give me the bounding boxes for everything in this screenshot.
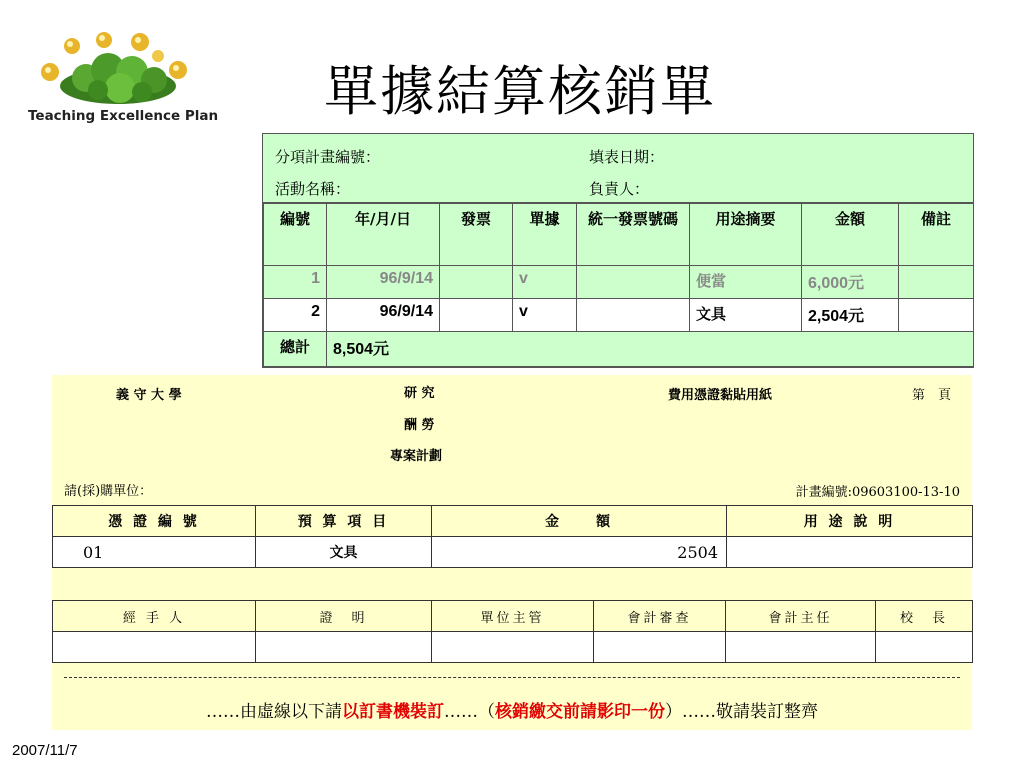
purchase-unit-label: 請(採)購單位：: [64, 484, 153, 499]
column-header: 備註: [899, 204, 974, 266]
usage-description: [727, 537, 973, 568]
voucher-form: [52, 375, 972, 730]
remuneration-label: 酬 勞: [404, 418, 435, 433]
signature-row: [53, 632, 973, 663]
row-uniform-invoice-no: [577, 299, 690, 332]
row-uniform-invoice-no: [577, 266, 690, 299]
row-invoice: [440, 266, 513, 299]
column-header: 用 途 說 明: [727, 506, 973, 537]
column-header: 證 明: [256, 601, 432, 632]
page-label: 第 頁: [912, 388, 952, 403]
voucher-detail-table: [52, 505, 973, 568]
column-header: 校 長: [876, 601, 973, 632]
summary-detail-table: [263, 203, 974, 367]
table-row: [264, 299, 974, 332]
row-number: 2: [264, 299, 327, 332]
note-middle: ……（: [444, 702, 495, 722]
university-name: 義 守 大 學: [116, 388, 182, 403]
column-header: 發票: [440, 204, 513, 266]
teaching-excellence-logo: [28, 26, 219, 130]
research-label: 研 究: [404, 386, 435, 401]
binding-instruction: [52, 697, 972, 722]
column-header: 預 算 項 目: [256, 506, 432, 537]
activity-name-label: 活動名稱：: [275, 180, 351, 198]
note-copy-instruction: 核銷繳交前請影印一份: [495, 702, 665, 722]
signature-cell: [726, 632, 876, 663]
project-label: 專案計劃: [390, 449, 443, 464]
table-row: [53, 537, 973, 568]
slide-date: 2007/11/7: [12, 742, 78, 759]
row-date: 96/9/14: [327, 266, 440, 299]
note-staple-instruction: 以訂書機裝訂: [342, 702, 444, 722]
row-purpose: 文具: [690, 299, 802, 332]
row-note: [899, 266, 974, 299]
note-suffix: ）……敬請裝訂整齊: [665, 702, 818, 722]
signature-cell: [432, 632, 594, 663]
column-header: 會計審查: [594, 601, 726, 632]
column-header: 單據: [513, 204, 577, 266]
column-header: 金額: [802, 204, 899, 266]
signature-cell: [256, 632, 432, 663]
column-header: 金 額: [432, 506, 727, 537]
budget-item: 文具: [256, 537, 432, 568]
row-receipt: v: [513, 299, 577, 332]
total-label: 總計: [264, 332, 327, 367]
row-amount: 6,000元: [802, 266, 899, 299]
summary-column-headers: [264, 204, 974, 266]
summary-header: [263, 134, 973, 203]
voucher-column-headers: [53, 506, 973, 537]
column-header: 經 手 人: [53, 601, 256, 632]
total-value: 8,504元: [327, 332, 974, 367]
column-header: 會計主任: [726, 601, 876, 632]
signature-cell: [594, 632, 726, 663]
row-note: [899, 299, 974, 332]
row-number: 1: [264, 266, 327, 299]
total-row: [264, 332, 974, 367]
signature-headers: [53, 601, 973, 632]
logo-text: Teaching Excellence Plan: [28, 108, 219, 124]
note-prefix: ……由虛線以下請: [206, 702, 342, 722]
column-header: 憑 證 編 號: [53, 506, 256, 537]
fill-date-label: 填表日期：: [589, 148, 665, 166]
voucher-number: 01: [53, 537, 256, 568]
column-header: 用途摘要: [690, 204, 802, 266]
row-invoice: [440, 299, 513, 332]
person-in-charge-label: 負責人：: [589, 180, 650, 198]
page-title: 單據結算核銷單: [324, 60, 716, 123]
voucher-title: 費用憑證黏貼用紙: [668, 388, 773, 403]
cut-line-divider: [64, 677, 960, 678]
signature-table: [52, 600, 973, 663]
table-row: [264, 266, 974, 299]
signature-cell: [876, 632, 973, 663]
settlement-summary-table: [262, 133, 974, 368]
column-header: 年/月/日: [327, 204, 440, 266]
column-header: 單位主管: [432, 601, 594, 632]
row-date: 96/9/14: [327, 299, 440, 332]
tree-globe-icon: [28, 26, 200, 110]
column-header: 編號: [264, 204, 327, 266]
signature-cell: [53, 632, 256, 663]
column-header: 統一發票號碼: [577, 204, 690, 266]
voucher-amount: 2504: [432, 537, 727, 568]
sub-plan-number-label: 分項計畫編號：: [275, 148, 381, 166]
row-amount: 2,504元: [802, 299, 899, 332]
row-receipt: v: [513, 266, 577, 299]
plan-number: 計畫編號:09603100-13-10: [795, 485, 960, 500]
row-purpose: 便當: [690, 266, 802, 299]
